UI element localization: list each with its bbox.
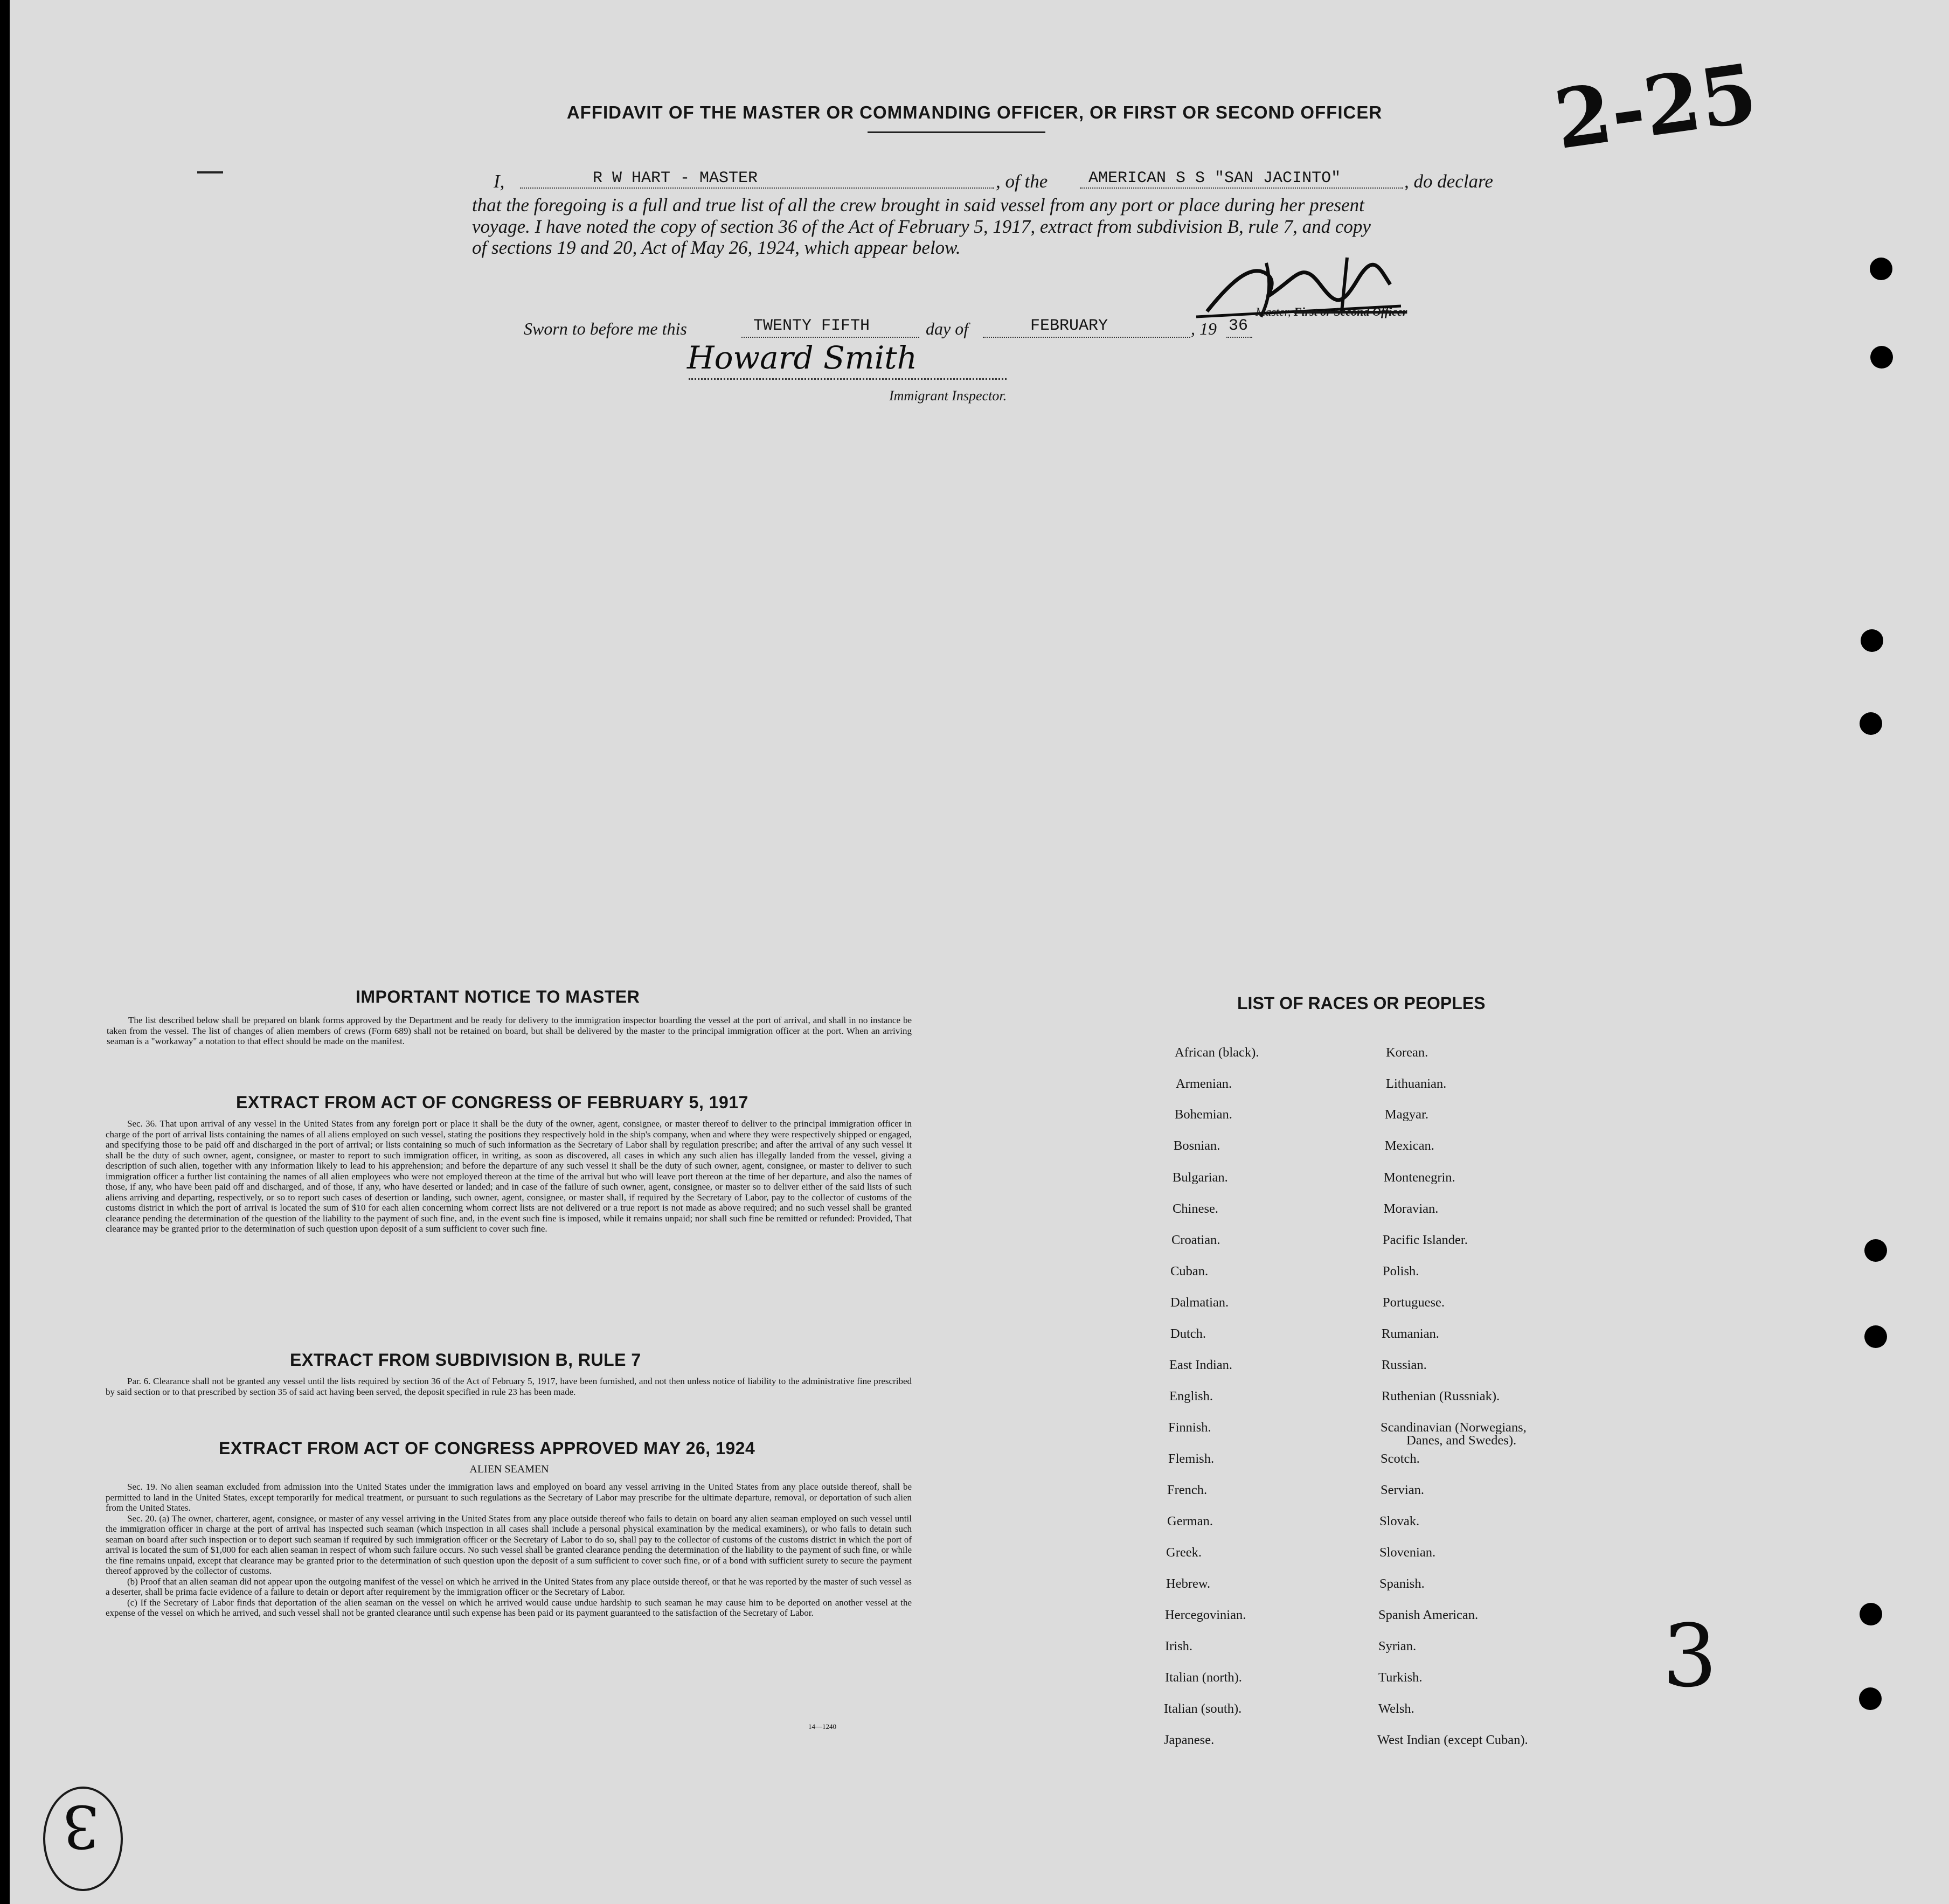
binder-hole (1860, 1603, 1882, 1625)
race-right-item: Turkish. (1378, 1670, 1423, 1685)
race-right-item: Rumanian. (1382, 1326, 1439, 1341)
paper-sheet (10, 0, 1949, 1904)
extract-1917-body: Sec. 36. That upon arrival of any vessel in the United States from any foreign port or place it shall be the duty of the owner, agent, consignee, or master thereof to deliver to the principal immigration officer in charge of the port of arrival lists containing the names of all aliens employed on such vessel, stating the positions they respectively hold in the ship's company, when and where they were respectively shipped or engaged, and specifying those to be paid off and discharged in the port of arrival; or lists containing so much of such information as the Secretary of Labor shall by regulation prescribe; and after the arrival of any such vessel it shall be the duty of such owner, agent, consignee, or master to report to such immigration officer, in writing, as soon as discovered, all cases in which any such alien has illegally landed from the vessel, giving a description of such alien, together with any information likely to lead to his apprehension; and before the departure of any such vessel it shall be the duty of such owner, agent, consignee, or master to deliver to such immigration officer a further list containing the names of all alien employees who were not employed thereon at the time of the arrival but who will leave port thereon at the time of her departure, and also the names of those, if any, who have been paid off and discharged, and of those, if any, who have deserted or landed; and in case of the failure of such owner, agent, consignee, or master so to deliver either of the said lists of such aliens arriving and departing, respectively, or so to report such cases of desertion or landing, such owner, agent, consignee, or master shall, if required by the Secretary of Labor, pay to the collector of customs of the customs district in which the port of arrival is located the sum of $10 for each alien concerning whom correct lists are not delivered or a true report is not made as above required; and no such vessel shall be granted clearance pending the determination of the question of the liability to the payment of such fine, and, in the event such fine is imposed, while it remains unpaid; nor shall such fine be remitted or refunded: Provided, That clearance may be granted prior to the determination of such question upon deposit of a sum sufficient to cover such fine. (106, 1118, 912, 1234)
binder-hole (1859, 1687, 1882, 1710)
of-the-label: , of the (996, 171, 1048, 192)
race-right-item: Moravian. (1384, 1201, 1439, 1216)
race-right-item: Montenegrin. (1384, 1170, 1455, 1185)
form-number: 14—1240 (808, 1722, 836, 1731)
race-left-item: Bohemian. (1175, 1107, 1232, 1122)
race-left-item: English. (1169, 1389, 1213, 1403)
race-right-item: Portuguese. (1383, 1295, 1445, 1310)
sworn-month-line (983, 337, 1190, 338)
race-left-item: Italian (north). (1165, 1670, 1242, 1685)
alien-seamen-subtitle: ALIEN SEAMEN (469, 1463, 549, 1475)
race-left-item: Dutch. (1170, 1326, 1206, 1341)
binder-hole (1860, 712, 1882, 735)
affidavit-title: AFFIDAVIT OF THE MASTER OR COMMANDING OFFICER, OR FIRST OR SECOND OFFICER (566, 102, 1383, 122)
races-title: LIST OF RACES OR PEOPLES (1237, 993, 1486, 1013)
race-right-item: Scandinavian (Norwegians, (1381, 1420, 1527, 1435)
race-left-item: Finnish. (1168, 1420, 1211, 1435)
title-underline (868, 131, 1045, 133)
binder-hole (1864, 1239, 1887, 1262)
sworn-day-field: TWENTY FIFTH (753, 317, 870, 335)
race-left-item: African (black). (1175, 1045, 1259, 1060)
race-right-item: Mexican. (1385, 1138, 1434, 1153)
affidavit-line-4: of sections 19 and 20, Act of May 26, 1924, which appear below. (472, 237, 961, 258)
race-left-item: Hebrew. (1166, 1576, 1211, 1591)
extract-1924-body (106, 1482, 912, 1618)
race-right-item: Korean. (1386, 1045, 1428, 1060)
declare-label: , do declare (1404, 171, 1493, 192)
top-right-annotation: 2-25 (1549, 45, 1763, 168)
master-name-field: R W HART - MASTER (593, 169, 758, 187)
race-left-item: Croatian. (1171, 1233, 1220, 1247)
inspector-caption: Immigrant Inspector. (889, 388, 1007, 404)
year-prefix: , 19 (1191, 319, 1217, 338)
race-right-item: Pacific Islander. (1383, 1233, 1468, 1247)
year-field: 36 (1229, 317, 1249, 335)
notice-body: The list described below shall be prepared on blank forms approved by the Department and be ready for delivery to the immigration inspector boarding the vessel at the port of arrival, and shall in no instance be taken from the vessel. The list of changes of alien members of crews (Form 689) shall not be retained on board, but shall be delivered by the master to the principal immigration officer at the port. When an arriving seaman is a "workaway" a notation to that effect should be made on the manifest. (107, 1015, 912, 1046)
section-19: Sec. 19. No alien seaman excluded from admission into the United States under the immigration laws and employed on board any vessel arriving in the United States from any place outside thereof, shall be permitted to land in the United States, except temporarily for medical treatment, or pursuant to such regulations as the Secretary of Labor may prescribe for the ultimate departure, removal, or deportation of such alien from the United States. (106, 1482, 912, 1513)
binder-hole (1870, 258, 1892, 280)
race-left-item: Japanese. (1164, 1733, 1215, 1747)
race-right-item: Polish. (1383, 1264, 1419, 1278)
signer-caption: Master, First or Second Officer (1256, 305, 1407, 318)
margin-dash-mark (197, 171, 223, 173)
race-right-item: Welsh. (1378, 1701, 1414, 1716)
binder-hole (1861, 629, 1883, 652)
binder-hole (1864, 1325, 1887, 1348)
binder-hole (1870, 346, 1893, 369)
affidavit-line-3: voyage. I have noted the copy of section 36 of the Act of February 5, 1917, extract from subdivision B, rule 7, and copy (472, 216, 1371, 237)
section-20a: Sec. 20. (a) The owner, charterer, agent, consignee, or master of any vessel arriving in the United States from any place outside thereof who fails to detain on board any alien seaman employed on such vessel until the immigration officer in charge at the port of arrival has inspected such seaman (which inspection in all cases shall include a personal physical examination by the medical examiners), or who fails to detain such seaman on board after such inspection or to deport such seaman if required by such immigration officer or the Secretary of Labor to do so, shall pay to the collector of customs of the customs district in which the port of arrival is located the sum of $1,000 for each alien seaman in respect of whom such failure occurs. No such vessel shall be granted clearance pending the determination of the liability to the payment of such fine, or while the fine remains unpaid, except that clearance may be granted prior to the determination of such question upon the deposit of a sum sufficient to cover such fine, or of a bond with sufficient surety to secure the payment thereof approved by the collector of customs. (106, 1513, 912, 1576)
notice-title: IMPORTANT NOTICE TO MASTER (356, 987, 640, 1006)
year-line (1226, 337, 1252, 338)
race-right-item: Syrian. (1378, 1639, 1417, 1653)
race-right-item: Slovak. (1379, 1514, 1420, 1528)
race-left-item: Dalmatian. (1170, 1295, 1229, 1310)
extract-1917-title: EXTRACT FROM ACT OF CONGRESS OF FEBRUARY 5, 1917 (236, 1093, 748, 1112)
race-scandinavian-continuation: Danes, and Swedes). (1406, 1433, 1517, 1448)
race-left-item: Cuban. (1170, 1264, 1209, 1278)
i-label: I, (494, 171, 505, 192)
race-left-item: East Indian. (1169, 1358, 1233, 1372)
race-left-item: Bosnian. (1174, 1138, 1220, 1153)
race-left-item: French. (1167, 1483, 1208, 1497)
vessel-name-line (1080, 187, 1403, 189)
inspector-signature: Howard Smith (687, 339, 917, 376)
race-left-item: Italian (south). (1164, 1701, 1242, 1716)
race-right-item: Ruthenian (Russniak). (1382, 1389, 1500, 1403)
race-left-item: Irish. (1165, 1639, 1193, 1653)
race-left-item: German. (1167, 1514, 1213, 1528)
circled-annotation-number: 3 (62, 1792, 100, 1861)
race-left-item: Chinese. (1173, 1201, 1219, 1216)
master-name-line (520, 187, 994, 189)
race-right-item: West Indian (except Cuban). (1377, 1733, 1528, 1747)
race-left-item: Armenian. (1176, 1076, 1232, 1091)
vessel-name-field: AMERICAN S S "SAN JACINTO" (1088, 169, 1341, 187)
race-right-item: Scotch. (1381, 1451, 1420, 1466)
inspector-signature-line (689, 378, 1007, 380)
sworn-label: Sworn to before me this (524, 319, 687, 338)
race-right-item: Russian. (1382, 1358, 1427, 1372)
race-right-item: Slovenian. (1379, 1545, 1436, 1560)
race-left-item: Greek. (1166, 1545, 1202, 1560)
extract-rule7-title: EXTRACT FROM SUBDIVISION B, RULE 7 (290, 1350, 641, 1370)
extract-rule7-body: Par. 6. Clearance shall not be granted any vessel until the lists required by section 36 of the Act of February 5, 1917, have been furnished, and not then unless notice of liability to the administrative fine prescribed by said section or to that prescribed by section 35 of said act having been served, the deposit specified in rule 23 has been made. (106, 1376, 912, 1397)
right-annotation: 3 (1662, 1606, 1717, 1706)
race-left-item: Flemish. (1168, 1451, 1215, 1466)
race-right-item: Spanish American. (1378, 1608, 1479, 1622)
extract-1924-title: EXTRACT FROM ACT OF CONGRESS APPROVED MAY 26, 1924 (219, 1439, 755, 1458)
race-left-item: Hercegovinian. (1165, 1608, 1246, 1622)
race-right-item: Lithuanian. (1386, 1076, 1447, 1091)
section-20b: (b) Proof that an alien seaman did not appear upon the outgoing manifest of the vessel on which he arrived in the United States from any place outside thereof, or that he was reported by the master of such vessel as a deserter, shall be prima facie evidence of a failure to detain or deport after requirement by the immigration officer or the Secretary of Labor. (106, 1576, 912, 1597)
race-right-item: Servian. (1381, 1483, 1424, 1497)
race-right-item: Magyar. (1385, 1107, 1428, 1122)
affidavit-line-2: that the foregoing is a full and true list of all the crew brought in said vessel from any port or place during her present (472, 194, 1364, 216)
race-left-item: Bulgarian. (1173, 1170, 1228, 1185)
race-right-item: Spanish. (1379, 1576, 1425, 1591)
section-20c: (c) If the Secretary of Labor finds that deportation of the alien seaman on the vessel on which he arrived would cause undue hardship to such seaman he may cause him to be deported on another vessel at the expense of the vessel on which he arrived, and such vessel shall not be granted clearance until such expense has been paid or its payment guaranteed to the satisfaction of the Secretary of Labor. (106, 1597, 912, 1618)
day-of-label: day of (926, 319, 969, 338)
sworn-day-line (741, 337, 919, 338)
sworn-month-field: FEBRUARY (1030, 317, 1108, 335)
